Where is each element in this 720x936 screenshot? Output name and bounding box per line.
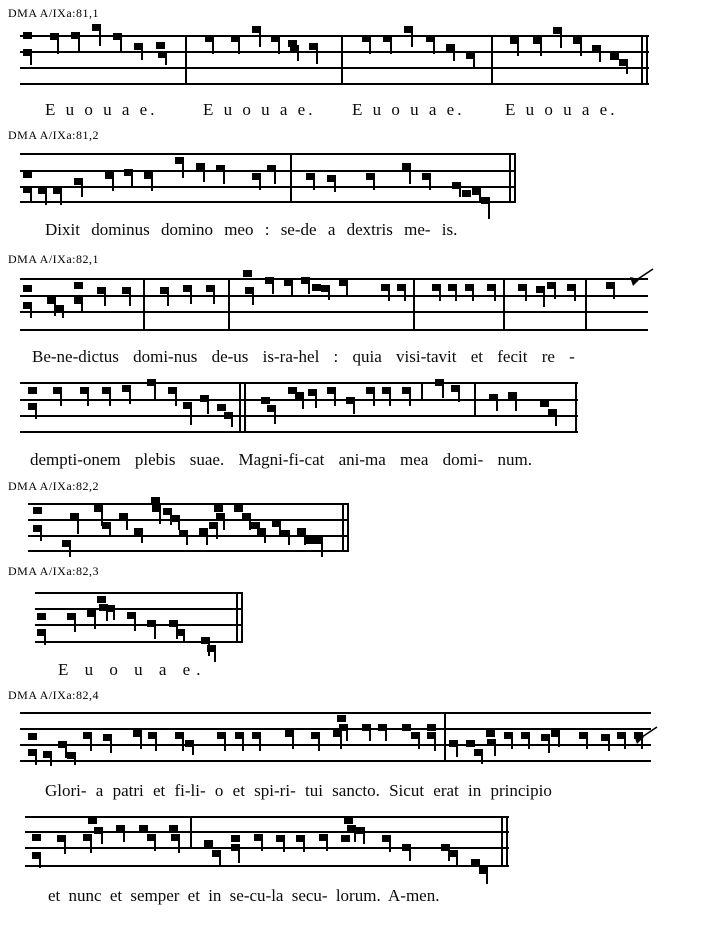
note-stem (129, 291, 131, 306)
note-stem (45, 191, 47, 205)
note-stem (418, 736, 420, 749)
note-stem (540, 41, 542, 56)
note-stem (613, 286, 615, 299)
square-note (37, 613, 46, 620)
note-stem (60, 191, 62, 205)
note-stem (186, 534, 188, 545)
note-stem (134, 616, 136, 631)
square-note (151, 497, 160, 504)
note-stem (112, 176, 114, 191)
note-stem (369, 728, 371, 741)
note-stem (131, 173, 133, 188)
note-stem (353, 401, 355, 414)
note-stem (238, 39, 240, 54)
staff-line-system-7 (20, 760, 651, 762)
barline-system-4 (239, 382, 241, 433)
lyric-gloria: Glori- a patri et fi-li- o et spi-ri- tui sancto. Sicut erat in principio (45, 781, 552, 800)
note-stem (212, 39, 214, 54)
note-stem (81, 301, 83, 313)
lyric-benedictus: Be-ne-dictus domi-nus de-us is-ra-hel : quia visi-tavit et fecit re - (32, 347, 575, 366)
note-stem (363, 831, 365, 844)
note-stem (214, 649, 216, 662)
barline-system-2 (509, 153, 511, 203)
note-stem (155, 736, 157, 751)
barline-system-1 (185, 35, 187, 85)
note-stem (455, 288, 457, 301)
staff-line-system-1 (20, 83, 649, 85)
note-stem (113, 609, 115, 620)
staff-line-system-3 (20, 329, 648, 331)
staff-line-system-6 (35, 608, 243, 610)
note-stem (297, 49, 299, 61)
barline-system-4 (575, 382, 577, 433)
barline-system-3 (228, 278, 230, 331)
staff-line-system-6 (35, 641, 243, 643)
note-stem (292, 734, 294, 749)
note-stem (259, 736, 261, 751)
note-stem (182, 736, 184, 751)
note-stem (101, 831, 103, 844)
note-stem (165, 55, 167, 65)
square-note (427, 724, 436, 731)
note-stem (558, 734, 560, 747)
barline-system-3 (503, 278, 505, 331)
note-stem (433, 39, 435, 54)
note-stem (231, 416, 233, 427)
barline-system-1 (641, 35, 643, 85)
note-stem (39, 856, 41, 868)
note-stem (44, 633, 46, 645)
staff-line-system-6 (35, 624, 243, 626)
note-stem (126, 517, 128, 530)
note-stem (35, 753, 37, 765)
note-stem (78, 36, 80, 53)
square-note (486, 730, 495, 737)
note-stem (515, 396, 517, 411)
staff-line-system-4 (20, 415, 578, 417)
note-stem (291, 283, 293, 296)
note-stem (141, 47, 143, 60)
square-note (204, 840, 213, 847)
square-note (23, 285, 32, 292)
note-stem (334, 179, 336, 192)
note-stem (543, 290, 545, 307)
square-note (32, 834, 41, 841)
note-stem (50, 755, 52, 766)
note-stem (238, 848, 240, 863)
note-stem (624, 736, 626, 749)
note-stem (328, 289, 330, 300)
note-stem (77, 517, 79, 534)
note-stem (313, 177, 315, 190)
square-note (341, 835, 350, 842)
staff-line-system-2 (20, 201, 516, 203)
barline-system-8 (506, 816, 508, 867)
square-note (344, 817, 353, 824)
note-stem (369, 39, 371, 54)
note-stem (373, 177, 375, 190)
note-stem (154, 383, 156, 400)
lyric-dixit: Dixit dominus domino meo : se-de a dextris me- is. (45, 220, 458, 239)
barline-system-5 (342, 503, 344, 552)
note-stem (206, 532, 208, 545)
square-note (466, 740, 475, 747)
square-note (610, 53, 619, 60)
note-stem (472, 288, 474, 301)
note-stem (167, 291, 169, 306)
note-stem (326, 838, 328, 851)
square-note (540, 400, 549, 407)
square-note (337, 715, 346, 722)
note-stem (140, 734, 142, 749)
barline-system-1 (341, 35, 343, 85)
barline-system-2 (290, 153, 292, 203)
barline-system-1 (646, 35, 648, 85)
square-note (74, 282, 83, 289)
square-note (169, 825, 178, 832)
staff-line-system-6 (35, 592, 243, 594)
lyric-euouae-2: E u o u a e. (203, 100, 316, 119)
square-note (243, 270, 252, 277)
note-stem (459, 186, 461, 197)
square-note (231, 835, 240, 842)
note-stem (123, 829, 125, 842)
note-stem (315, 393, 317, 408)
note-stem (346, 283, 348, 296)
square-note (33, 507, 42, 514)
square-note (139, 825, 148, 832)
system-label-82-2: DMA A/IXa:82,2 (8, 479, 99, 493)
note-stem (434, 736, 436, 751)
note-stem (599, 49, 601, 62)
note-stem (30, 190, 32, 202)
note-stem (528, 736, 530, 749)
note-stem (207, 399, 209, 414)
staff-line-system-5 (28, 503, 349, 505)
note-stem (442, 383, 444, 398)
square-note (462, 190, 471, 197)
note-stem (190, 289, 192, 304)
system-label-81-1: DMA A/IXa:81,1 (8, 6, 99, 20)
note-stem (30, 53, 32, 65)
square-note (97, 596, 106, 603)
note-stem (274, 409, 276, 424)
barline-system-2 (514, 153, 516, 203)
barline-system-8 (190, 816, 192, 849)
note-stem (473, 56, 475, 67)
note-stem (35, 407, 37, 419)
note-stem (261, 838, 263, 851)
note-stem (554, 286, 556, 299)
square-note (23, 171, 32, 178)
square-note (23, 32, 32, 39)
note-stem (90, 736, 92, 751)
lyric-euouae-3: E u o u a e. (352, 100, 465, 119)
handwritten-tick-icon (630, 266, 656, 288)
note-stem (303, 839, 305, 852)
barline-system-8 (501, 816, 503, 867)
note-stem (456, 744, 458, 757)
square-note (234, 505, 243, 512)
lyric-euouae-single: E u o u a e. (58, 660, 207, 679)
note-stem (321, 541, 323, 557)
note-stem (404, 288, 406, 301)
note-stem (308, 281, 310, 294)
square-note (471, 859, 480, 866)
note-stem (62, 309, 64, 318)
square-note (88, 817, 97, 824)
note-stem (129, 389, 131, 404)
note-stem (272, 281, 274, 294)
staff-line-system-2 (20, 186, 516, 188)
note-stem (560, 31, 562, 48)
note-stem (109, 526, 111, 537)
note-stem (104, 291, 106, 306)
staff-line-system-2 (20, 153, 516, 155)
note-stem (30, 306, 32, 318)
note-stem (548, 738, 550, 753)
note-stem (154, 838, 156, 851)
lyric-et-nunc: et nunc et semper et in se-cu-la secu- lorum. A-men. (48, 886, 440, 905)
note-stem (429, 177, 431, 190)
note-stem (511, 736, 513, 749)
staff-line-system-5 (28, 535, 349, 537)
system-label-82-4: DMA A/IXa:82,4 (8, 688, 99, 702)
note-stem (626, 63, 628, 74)
note-stem (586, 736, 588, 749)
note-stem (496, 398, 498, 411)
note-stem (60, 391, 62, 406)
note-stem (213, 289, 215, 304)
note-stem (175, 391, 177, 406)
system-label-81-2: DMA A/IXa:81,2 (8, 128, 99, 142)
lyric-euouae-4: E u o u a e. (505, 100, 618, 119)
note-stem (74, 617, 76, 632)
barline-system-5 (347, 503, 349, 552)
note-stem (494, 288, 496, 301)
note-stem (274, 169, 276, 184)
note-stem (486, 871, 488, 884)
note-stem (453, 48, 455, 61)
note-stem (316, 47, 318, 64)
note-stem (456, 854, 458, 865)
note-stem (259, 30, 261, 47)
note-stem (517, 41, 519, 56)
note-stem (385, 728, 387, 741)
note-stem (389, 839, 391, 852)
square-note (217, 404, 226, 411)
note-stem (40, 529, 42, 541)
note-stem (411, 30, 413, 47)
barline-system-4 (421, 382, 423, 401)
system-label-82-1: DMA A/IXa:82,1 (8, 252, 99, 266)
staff-line-system-3 (20, 278, 648, 280)
note-stem (439, 288, 441, 301)
note-stem (183, 633, 185, 642)
note-stem (64, 839, 66, 854)
square-note (402, 724, 411, 731)
staff-line-system-5 (28, 550, 349, 552)
note-stem (224, 736, 226, 751)
note-stem (154, 624, 156, 639)
staff-line-system-8 (25, 865, 509, 867)
note-stem (340, 734, 342, 749)
note-stem (219, 854, 221, 867)
note-stem (151, 176, 153, 191)
note-stem (190, 406, 192, 425)
note-stem (90, 838, 92, 853)
note-stem (580, 41, 582, 56)
square-note (28, 733, 37, 740)
note-stem (555, 413, 557, 426)
note-stem (458, 389, 460, 402)
square-note (214, 505, 223, 512)
note-stem (283, 839, 285, 852)
note-stem (57, 37, 59, 54)
lyric-euouae-1: E u o u a e. (45, 100, 158, 119)
note-stem (216, 526, 218, 539)
note-stem (159, 509, 161, 524)
note-stem (178, 838, 180, 853)
staff-line-system-3 (20, 311, 648, 313)
staff-line-system-1 (20, 51, 649, 53)
note-stem (223, 169, 225, 184)
handwritten-tick-icon (634, 724, 660, 746)
note-stem (409, 848, 411, 861)
staff-line-system-8 (25, 847, 509, 849)
staff-line-system-7 (20, 744, 651, 746)
square-note (156, 42, 165, 49)
lyric-dempti: dempti-onem plebis suae. Magni-fi-cat ani-ma mea domi- num. (30, 450, 532, 469)
barline-system-6 (236, 592, 238, 643)
note-stem (99, 28, 101, 46)
note-stem (264, 532, 266, 543)
note-stem (192, 744, 194, 755)
note-stem (302, 396, 304, 409)
note-stem (409, 167, 411, 184)
note-stem (203, 167, 205, 182)
square-note (28, 387, 37, 394)
note-stem (346, 728, 348, 741)
note-stem (525, 288, 527, 301)
note-stem (389, 391, 391, 406)
staff-line-system-7 (20, 712, 651, 714)
note-stem (373, 391, 375, 406)
note-stem (409, 391, 411, 406)
note-stem (94, 614, 96, 629)
note-stem (223, 517, 225, 530)
note-stem (242, 736, 244, 751)
note-stem (110, 738, 112, 753)
note-stem (109, 391, 111, 406)
note-stem (334, 391, 336, 406)
note-stem (87, 391, 89, 406)
note-stem (481, 753, 483, 764)
staff-line-system-4 (20, 382, 578, 384)
barline-system-4 (244, 382, 246, 433)
square-note (312, 284, 321, 291)
square-note (261, 397, 270, 404)
note-stem (288, 534, 290, 545)
note-stem (252, 291, 254, 305)
note-stem (141, 532, 143, 543)
note-stem (494, 743, 496, 756)
staff-line-system-8 (25, 816, 509, 818)
barline-system-3 (143, 278, 145, 331)
barline-system-3 (413, 278, 415, 331)
note-stem (74, 756, 76, 765)
note-stem (182, 161, 184, 178)
note-stem (318, 736, 320, 751)
note-stem (488, 201, 490, 219)
note-stem (608, 738, 610, 751)
note-stem (69, 544, 71, 557)
note-stem (120, 37, 122, 53)
note-stem (574, 288, 576, 301)
barline-system-1 (491, 35, 493, 85)
note-stem (388, 288, 390, 301)
note-stem (278, 39, 280, 54)
note-stem (178, 519, 180, 530)
staff-line-system-1 (20, 67, 649, 69)
barline-system-6 (241, 592, 243, 643)
system-label-82-3: DMA A/IXa:82,3 (8, 564, 99, 578)
barline-system-3 (585, 278, 587, 331)
staff-line-system-4 (20, 431, 578, 433)
note-stem (390, 39, 392, 54)
note-stem (259, 177, 261, 190)
note-stem (81, 182, 83, 197)
barline-system-7 (444, 712, 446, 762)
barline-system-4 (474, 382, 476, 417)
